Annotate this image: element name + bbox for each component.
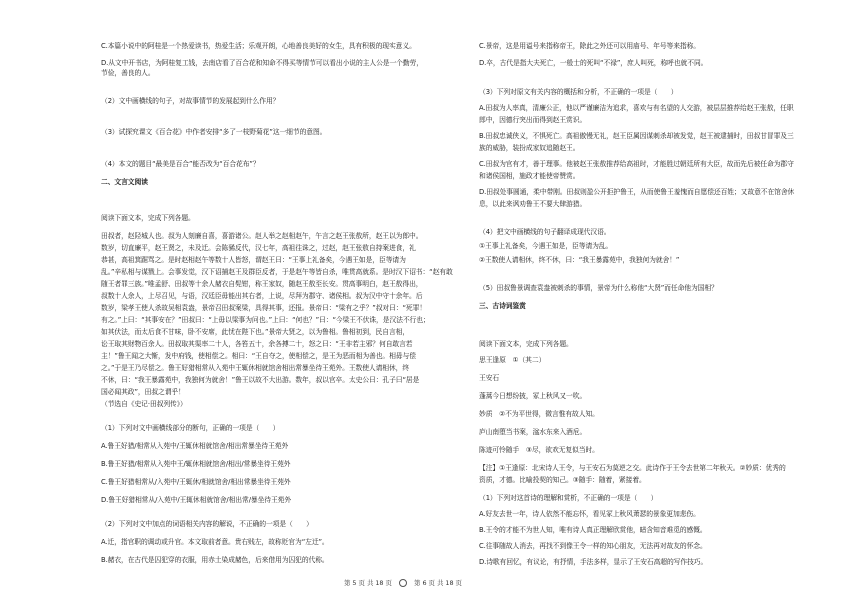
left-text-line: B.鲁王好猎/相常从入苑中王/辄休相就馆舍/相出/常暴坐待王苑外 [101,460,291,468]
left-text-line: （2）下列对文中加点的词语相关内容的解说，不正确的一项是（ ） [101,520,313,528]
right-text-line: ①王事上礼备矣，今遇王如是，臣等请为乱。 [479,242,613,250]
left-page-number: 第 5 页 共 18 页 [344,579,392,587]
right-text-line: D.卒，古代是指大夫死亡，一般士的死叫“不禄”，庶人叫死，称呼也就不同。 [479,59,708,67]
left-text-line: D.从文中开书店，为阿桂复工钱，去南店看了百合花和知命不得买等情节可以看出小说的主人公是一个勤劳， [101,59,423,67]
left-text-line: （4）本文的题目“最美是百合”能否改为“百合花布”？ [101,160,260,168]
right-text-line: 和诸侯国相，施政才能使帝赞赏。 [479,172,580,180]
right-text-line: （5）田叔鲁景调查袁盎被刺杀的事情，景帝为什么称他“大贤”而任命他为国相？ [479,284,718,292]
left-text-line: 如其伏法，而太后食不甘味，卧不安席，此忧在陛下也。”景帝大贤之，以为鲁相。鲁相初到，民自言相， [101,328,410,336]
left-text-line: （1）下列对文中画横线部分的断句，正确的一项是（ ） [101,424,280,432]
right-text-line: A.田叔为人率真，清廉公正，他以严谨廉洁为追求，喜欢与有名望的人交游，被层层推荐给赵王张敖，任职 [479,104,794,112]
right-text-line: 郎中，因德行突出而得到赵王赏识。 [479,116,587,124]
left-text-line: 叔数十人余人，上尽召见，与语，汉廷臣毋能出其右者，上说，尽拜为郡守、诸侯相。叔为汉中守十余年。后 [101,292,423,300]
left-text-line: 节俭，善良的人。 [101,69,155,77]
right-text-line: C.往事随故人消去，再找不到像王令一样的知心朋友，无法再对故友的怀念。 [479,542,707,550]
left-text-line: 之。”于是王乃尽偿之。鲁王好猎相常从入苑中王辄休相就馆舍相出常暴坐待王苑外。王数使人请相休，终 [101,364,410,372]
right-text-line: 三、古诗词鉴赏 [479,302,526,310]
right-text-line: 王安石 [479,374,500,382]
page-separator-icon [394,579,412,587]
right-text-line: 庐山南堕当书案，湓水东来入酒卮。 [479,428,587,436]
right-text-line: 息，以此来讽劝鲁王不要大肆游猎。 [479,200,587,208]
right-text-line: 阅读下面文本，完成下列各题。 [479,340,573,348]
left-text-line: 有之。”上曰：“其事安在？”田叔曰：“上毋以梁事为问也。”上曰：“何也？”曰：“今梁王不伏诛，是汉法不行也； [101,316,430,324]
left-text-line: 阅读下面文本，完成下列各题。 [101,214,195,222]
left-text-line: 国必闻其政”，田叔之谓乎！ [101,388,185,396]
left-text-line: 随王者罪三族。”唯孟舒、田叔等十余人赭衣自髡钳，称王家奴，随赵王敖至长安。贯高事明白，赵王敖得出， [101,280,423,288]
left-text-line: D.鲁王好猎相常从/入苑中/王辄休相就馆舍/相出常/暴坐待王苑外 [101,496,292,504]
right-text-line: A.好友去世一年，诗人依然不能忘怀，看见冢上秋风萧瑟的景象更加悲伤。 [479,510,700,518]
left-text-line: 讼王取其财物百余人。田叔取其渠率二十人，各笞五十，余各搏二十，怒之曰：“王非若主邪？何自敢言若 [101,340,413,348]
page-footer [344,578,462,587]
left-text-line: C.本篇小说中的阿桂是一个热爱读书，热爱生活；乐观开朗，心地善良美好的女生，具有积极的现实意义。 [101,42,416,50]
left-text-line: 主！”鲁王闻之大惭，发中府钱，使相偿之。相曰：“王自夺之，使相偿之，是王为恶而相为善也。相毋与偿 [101,352,416,360]
left-text-line: 乱。”辛私相与谋戮上。会事发觉，汉下诏捕赵王及群臣反者，于是赵午等皆自杀，唯贯高就系。是时汉下诏书：“赵有敢 [101,268,453,276]
right-text-line: 资质，才德。比喻投契的知己。③随手：随着，紧接着。 [479,476,646,484]
right-text-line: （4）把文中画横线的句子翻译成现代汉语。 [479,228,611,236]
left-text-line: 数岁，梁孝王使人杀故吴相袁盎，景帝召田叔案梁，具得其事，还报。景帝曰：“梁有之乎？”叔对曰：“死罪！ [101,304,427,312]
right-text-line: B.王令的才能不为世人知，唯有诗人真正理解欣赏他，暗含知音难觅的感慨。 [479,526,707,534]
left-text-line: C.鲁王好猎相常从/入苑中/王辄休/相就馆舍/相出常暴坐待王苑外 [101,478,291,486]
right-text-line: 蓬蒿今日想纷披，冢上秋风又一吹。 [479,392,587,400]
right-text-line: D.田叔处事圆通，柔中带刚。田叔则盈公开拒护鲁王，从而使鲁王羞愧而自愿偿还百姓；又故意不在馆舍休 [479,188,795,196]
right-text-line: ②王数使人请相休，终不休，曰：“我王暴露苑中，我独何为就舍！” [479,256,680,264]
left-text-line: （2）文中画横线的句子，对故事情节的发展起到什么作用？ [101,97,280,105]
left-text-line: 不休，曰：“我王暴露苑中，我独何为就舍！”鲁王以故不大出游。数年，叔以官卒。太史公曰：孔子曰“居是 [101,376,420,384]
left-text-line: A.鲁王好猎/相常从入苑中/王辄休相就馆舍/相出常暴坐待王苑外 [101,442,289,450]
left-text-line: 田叔者，赵陉城人也。叔为人刻廉自喜，喜游诸公。赵人举之赵相赵午，午言之赵王张敖所，赵王以为郎中。 [101,232,423,240]
right-page-column [432,0,852,608]
left-text-line: B.赭衣，在古代是囚犯穿的衣服，用赤土染成赭色，后来借用为囚犯的代称。 [101,556,329,564]
left-text-line: 恭甚，高祖箕踞骂之。是时赵相赵午等数十人皆怒，谓赵王曰：“王事上礼备矣，今遇王如是，臣等请为 [101,256,406,264]
right-text-line: （1）下列对这首诗的理解和赏析，不正确的一项是（ ） [479,494,658,502]
right-text-line: C.景帝，这是用谥号来指称帝王，除此之外还可以用庙号、年号等来指称。 [479,42,701,50]
left-text-line: 二、文言文阅读 [101,178,148,186]
left-text-line: 数岁，切直廉平，赵王贤之，未及迁。会陈豨反代，汉七年，高祖往诛之，过赵，赵王张敖自持案进食，礼 [101,244,416,252]
right-text-line: （3）下列对原文有关内容的概括和分析，不正确的一项是（ ） [479,88,678,96]
right-text-line: 【注】①王逢原：北宋诗人王令，与王安石为莫逆之交。此诗作于王令去世第二年秋天。②妙质：优秀的 [479,464,786,472]
right-text-line: 妙质 ②不为平世得，微言惟有故人知。 [479,410,599,418]
right-text-line: D.诗歌有回忆，有议论，有抒情，手法多样，显示了王安石高超的写作技巧。 [479,558,708,566]
right-text-line: C.田叔为官有才，善于理事。他被赵王张敖推荐给高祖时，才能胜过朝廷所有大臣，故而先后被任命为郡守 [479,160,794,168]
right-text-line: B.田叔忠诚侠义，不惧死亡。高祖傲慢无礼，赵王臣属因谋刺杀却被发觉，赵王被逮捕时，田叔甘冒罪及三 [479,132,794,140]
right-text-line: 陈迹可怜随手 ③尽，欲欢无复似当时。 [479,446,599,454]
left-text-line: A.迁，指官职的调动或升官。本文取前者意。贵右贱左，故称贬官为“左迁”。 [101,538,329,546]
left-text-line: （3）试探究课文《百合花》中作者安排“多了一枝野菊花”这一细节的意图。 [101,128,327,136]
right-page-number: 第 6 页 共 18 页 [414,579,462,587]
right-text-line: 族的威胁，装扮成家奴追随赵王。 [479,144,580,152]
left-text-line: （节选自《史记·田叔列传》） [101,400,187,408]
right-text-line: 思王逢原 ①（其二） [479,356,546,364]
